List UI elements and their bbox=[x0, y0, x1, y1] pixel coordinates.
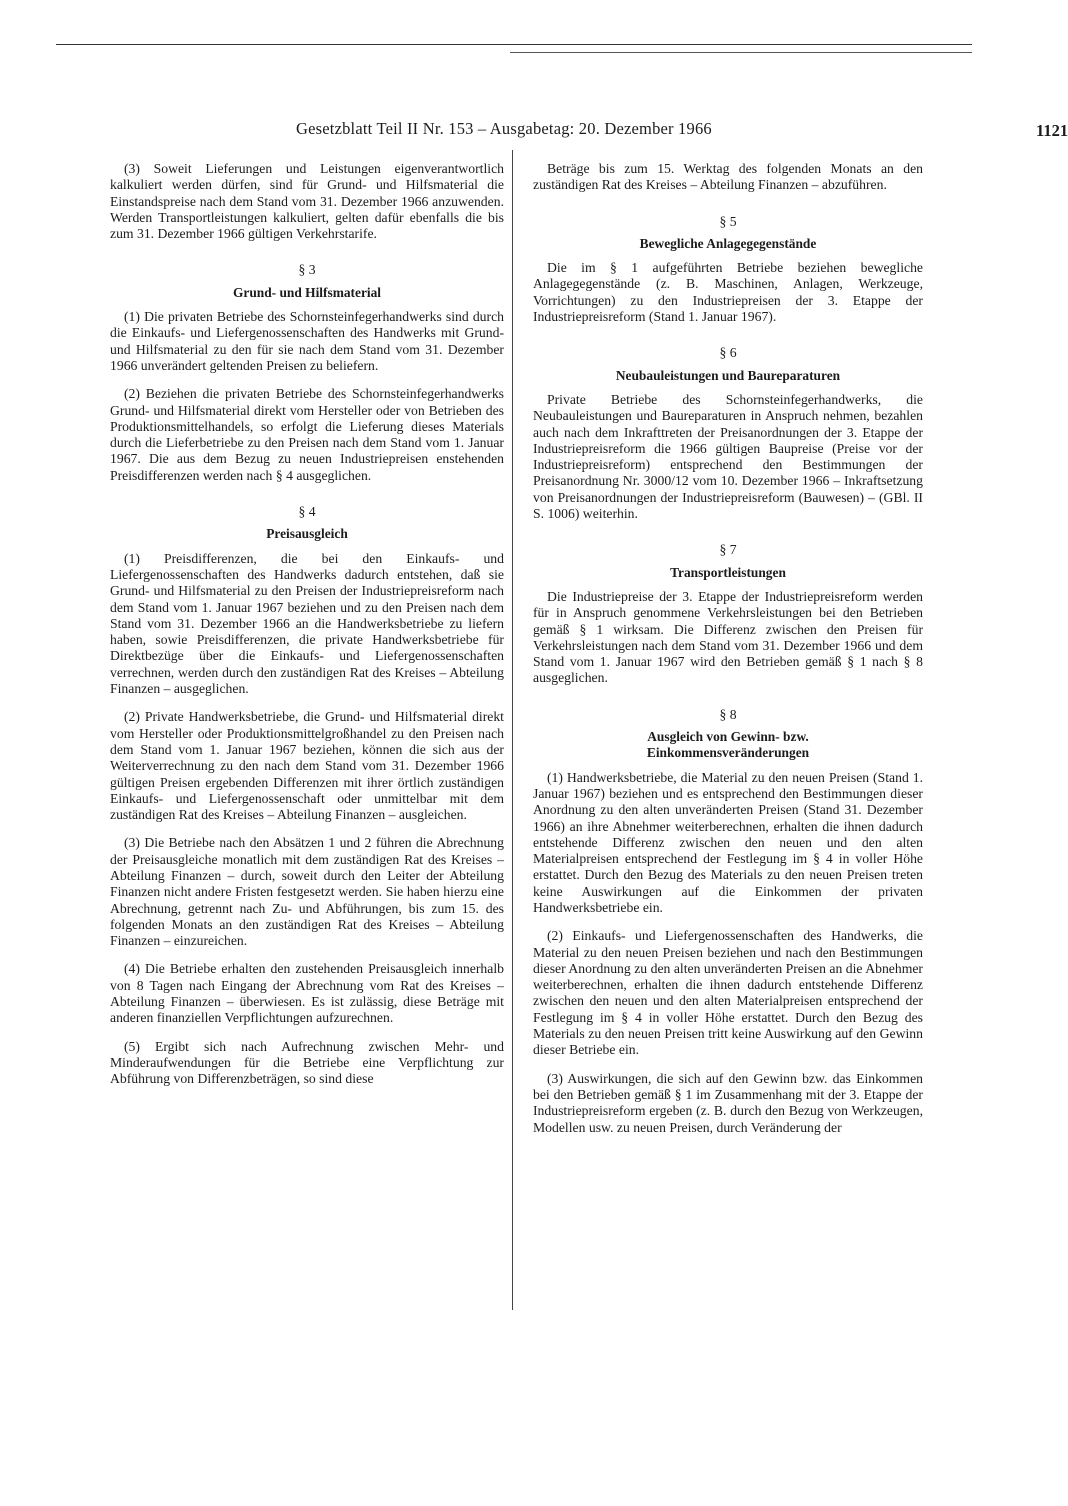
section-title: Bewegliche Anlagegegenstände bbox=[639, 235, 817, 251]
paragraph: (4) Die Betriebe erhalten den zustehenden Preisausgleich innerhalb von 8 Tagen nach Eingang der Abrechnung vom Rat des Kreises – Abteilung Finanzen – überwiesen. Es ist zulässig, diese Beträge mit anderen finanziellen Verpflichtungen aufzurechnen. bbox=[110, 961, 504, 1026]
paragraph: (2) Beziehen die privaten Betriebe des Schornsteinfegerhandwerks Grund- und Hilfsmaterial direkt vom Hersteller oder von Betrieben des Produktionsmittelhandels, so erfolgt die Lieferung dieses Materials durch die Lieferbetriebe zu den Preisen nach dem Stand vom 1. Januar 1967. Die aus dem Bezug zu neuen Industriepreisen enstehenden Preisdifferenzen werden nach § 4 ausgeglichen. bbox=[110, 386, 504, 483]
paragraph: (1) Preisdifferenzen, die bei den Einkaufs- und Liefergenossenschaften des Handwerks dadurch entstehen, daß sie Grund- und Hilfsmaterial zu den Preisen der Industriepreisreform nach dem Stand vom 1. Januar 1967 beziehen und zu den Preisen nach dem Stand vom 31. Dezember 1966 an die Handwerksbetriebe zu liefern haben, sowie Preisdifferenzen, die private Handwerksbetriebe für Direktbezüge über die Einkaufs- und Liefergenossenschaften verrechnen, werden durch den zuständigen Rat des Kreises – Abteilung Finanzen – ausgeglichen. bbox=[110, 550, 504, 697]
section-title: Preisausgleich bbox=[266, 526, 348, 542]
section-number: § 5 bbox=[719, 213, 737, 229]
section-title-line-1: Ausgleich von Gewinn- bzw. bbox=[647, 729, 809, 745]
section-number: § 4 bbox=[298, 504, 316, 520]
paragraph: (2) Einkaufs- und Liefergenossenschaften des Handwerks, die Material zu den neuen Preisen beziehen und nach den Bestimmungen dieser Anordnung zu den alten unveränderten Preisen an die Abnehmer weiterberechnen, erhalten die ihnen dadurch entstehende Differenz zwischen den neuen und den alten Materialpreisen entsprechend der Festlegung im § 4 in voller Höhe erstattet. Durch den Bezug des Materials zu den neuen Preisen tritt keine Auswirkung auf den Gewinn dieser Betriebe ein. bbox=[533, 928, 923, 1058]
section-title: Transportleistungen bbox=[670, 564, 786, 580]
paragraph: Beträge bis zum 15. Werktag des folgenden Monats an den zuständigen Rat des Kreises – Abteilung Finanzen – abzuführen. bbox=[533, 161, 923, 193]
top-border-line bbox=[56, 44, 972, 45]
paragraph: Die Industriepreise der 3. Etappe der Industriepreisreform werden für in Anspruch genommene Verkehrsleistungen bei den Betrieben gemäß § 1 wirksam. Die Differenz zwischen den Preisen für Verkehrsleistungen nach dem Stand vom 31. Dezember 1966 und dem Stand vom 1. Januar 1967 wird den Betrieben gemäß § 1 nach § 8 ausgeglichen. bbox=[533, 588, 923, 686]
top-border-line-secondary bbox=[510, 52, 972, 53]
paragraph: (3) Soweit Lieferungen und Leistungen eigenverantwortlich kalkuliert werden dürfen, sind für Grund- und Hilfsmaterial die Einstandspreise nach dem Stand vom 31. Dezember 1966 anzuwenden. Werden Transportleistungen kalkuliert, gelten dafür ebenfalls die bis zum 31. Dezember 1966 gültigen Verkehrstarife. bbox=[110, 161, 504, 242]
section-number: § 3 bbox=[298, 262, 316, 278]
header-title: Gesetzblatt Teil II Nr. 153 – Ausgabetag: 20. Dezember 1966 bbox=[296, 119, 712, 138]
section-title: Grund- und Hilfsmaterial bbox=[232, 284, 382, 300]
paragraph: (5) Ergibt sich nach Aufrechnung zwischen Mehr- und Minderaufwendungen für die Betriebe eine Verpflichtung zur Abführung von Differenzbeträgen, so sind diese bbox=[110, 1038, 504, 1087]
left-column bbox=[110, 161, 504, 1088]
paragraph: (1) Die privaten Betriebe des Schornsteinfegerhandwerks sind durch die Einkaufs- und Liefergenossenschaften des Handwerks mit Grund- und Hilfsmaterial zu den für sie nach dem Stand vom 31. Dezember 1966 unverändert geltenden Preisen zu beliefern. bbox=[110, 309, 504, 373]
paragraph: (2) Private Handwerksbetriebe, die Grund- und Hilfsmaterial direkt vom Hersteller oder Produktionsmittelgroßhandel zu den Preisen nach dem Stand vom 1. Januar 1967 beziehen, können die sich aus der Weiterverrechnung zu den nach dem Stand vom 31. Dezember 1966 gültigen Preisen ergebenden Differenzen mit ihrer örtlich zuständigen Einkaufs- und Liefergenossenschaft oder unmittelbar mit dem zuständigen Rat des Kreises – Abteilung Finanzen – ausgleichen. bbox=[110, 709, 504, 823]
section-number: § 8 bbox=[719, 706, 737, 722]
paragraph: (1) Handwerksbetriebe, die Material zu den neuen Preisen (Stand 1. Januar 1967) beziehen und es entsprechend den Bestimmungen dieser Anordnung zu den alten unveränderten Preisen (Stand 31. Dezember 1966) an ihre Abnehmer weiterberechnen, erhalten die ihnen dadurch entstehende Differenz zwischen den neuen und den alten Materialpreisen entsprechend der Festlegung im § 4 in voller Höhe erstattet. Durch den Bezug des Materials zu den neuen Preisen treten keine Auswirkungen auf die Einkommen der privaten Handwerksbetriebe ein. bbox=[533, 769, 923, 915]
section-number: § 7 bbox=[719, 542, 737, 558]
section-number: § 6 bbox=[719, 345, 737, 361]
section-title: Neubauleistungen und Baureparaturen bbox=[615, 367, 841, 383]
right-column bbox=[533, 161, 923, 1136]
column-divider bbox=[512, 150, 513, 1310]
paragraph: Private Betriebe des Schornsteinfegerhandwerks, die Neubauleistungen und Baureparaturen in Anspruch nehmen, bezahlen auch nach dem Inkrafttreten der Preisanordnungen der 3. Etappe der Industriepreisreform die 1966 gültigen Baupreise (Preise vor der Industriepreisreform) entsprechend den Bestimmungen der Preisanordnung Nr. 3000/12 vom 10. Dezember 1966 – Inkraftsetzung von Preisanordnungen der Industriepreisreform (Bauwesen) – (GBl. II S. 1006) weiterhin. bbox=[533, 391, 923, 522]
section-title-line-2: Einkommensveränderungen bbox=[646, 745, 810, 761]
page-header bbox=[160, 119, 1068, 143]
paragraph: (3) Auswirkungen, die sich auf den Gewinn bzw. das Einkommen bei den Betrieben gemäß § 1 im Zusammenhang mit der 3. Etappe der Industriepreisreform ergeben (z. B. durch den Bezug von Werkzeugen, Modellen usw. zu neuen Preisen, durch Veränderung der bbox=[533, 1070, 923, 1135]
page-number: 1121 bbox=[1036, 121, 1068, 140]
paragraph: (3) Die Betriebe nach den Absätzen 1 und 2 führen die Abrechnung der Preisausgleiche monatlich mit dem zuständigen Rat des Kreises – Abteilung Finanzen – durch, soweit durch den Leiter der Abteilung Finanzen nicht andere Fristen festgesetzt werden. Sie haben hierzu eine Abrechnung, getrennt nach Zu- und Abführungen, bis zum 15. des folgenden Monats an den zuständigen Rat des Kreises – Abteilung Finanzen – einzureichen. bbox=[110, 835, 504, 949]
paragraph: Die im § 1 aufgeführten Betriebe beziehen bewegliche Anlagegegenstände (z. B. Maschinen, Anlagen, Werkzeuge, Vorrichtungen) zu den Industriepreisen der 3. Etappe der Industriepreisreform (Stand 1. Januar 1967). bbox=[533, 260, 923, 325]
